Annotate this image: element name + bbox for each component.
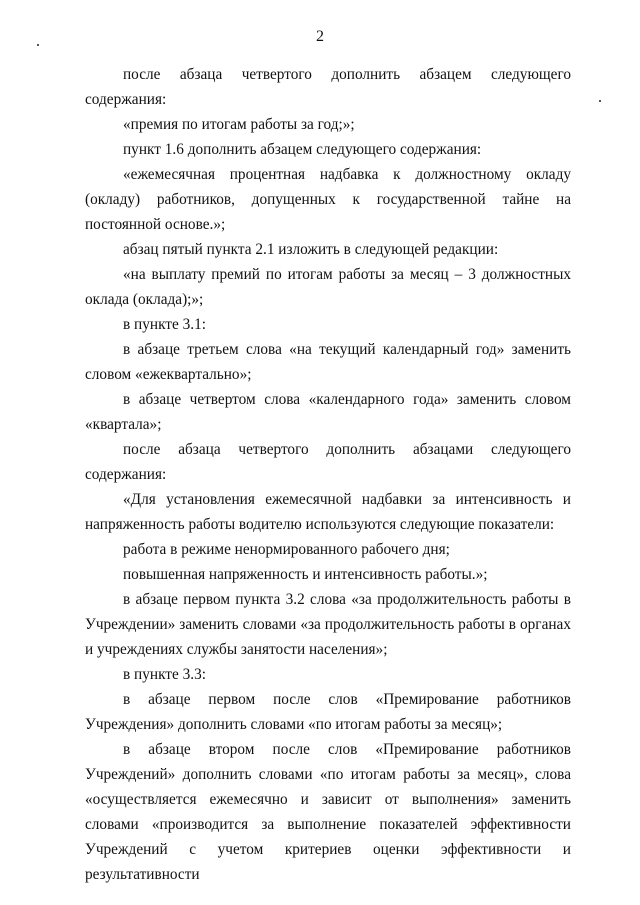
paragraph: в абзаце втором после слов «Премирование работников Учреждений» дополнить словами «по итогам работы за месяц», слова «осуществляется ежемесячно и зависит от выполнения» заменить словами «производится за выполнение показателей эффективности Учреждений с учетом критериев оценки эффективности и результативности [85,741,571,883]
paragraph: в абзаце третьем слова «на текущий календарный год» заменить словом «ежеквартально»; [85,341,571,383]
page-number: 2 [316,28,324,45]
document-body [85,62,571,887]
paragraph: абзац пятый пункта 2.1 изложить в следующей редакции: [123,241,499,258]
paragraph: после абзаца четвертого дополнить абзацем следующего содержания: [85,66,571,108]
paragraph: «премия по итогам работы за год;»; [123,116,355,133]
paragraph: в абзаце первом после слов «Премирование работников Учреждения» дополнить словами «по итогам работы за месяц»; [85,691,571,733]
paragraph: повышенная напряженность и интенсивность работы.»; [123,566,488,583]
scan-speck [599,100,601,102]
paragraph: в пункте 3.3: [123,666,206,683]
paragraph: «Для установления ежемесячной надбавки за интенсивность и напряженность работы водителю используются следующие показатели: [85,491,571,533]
paragraph: «на выплату премий по итогам работы за месяц – 3 должностных оклада (оклада);»; [85,266,571,308]
paragraph: в абзаце четвертом слова «календарного года» заменить словом «квартала»; [85,391,571,433]
paragraph: в абзаце первом пункта 3.2 слова «за продолжительность работы в Учреждении» заменить словами «за продолжительность работы в органах и учреждениях службы занятости населения»; [85,591,571,658]
paragraph: «ежемесячная процентная надбавка к должностному окладу (окладу) работников, допущенных к государственной тайне на постоянной основе.»; [85,166,571,233]
paragraph: работа в режиме ненормированного рабочего дня; [123,541,450,558]
paragraph: в пункте 3.1: [123,316,206,333]
paragraph: пункт 1.6 дополнить абзацем следующего содержания: [123,141,482,158]
paragraph: после абзаца четвертого дополнить абзацами следующего содержания: [85,441,571,483]
scan-speck [37,44,39,46]
